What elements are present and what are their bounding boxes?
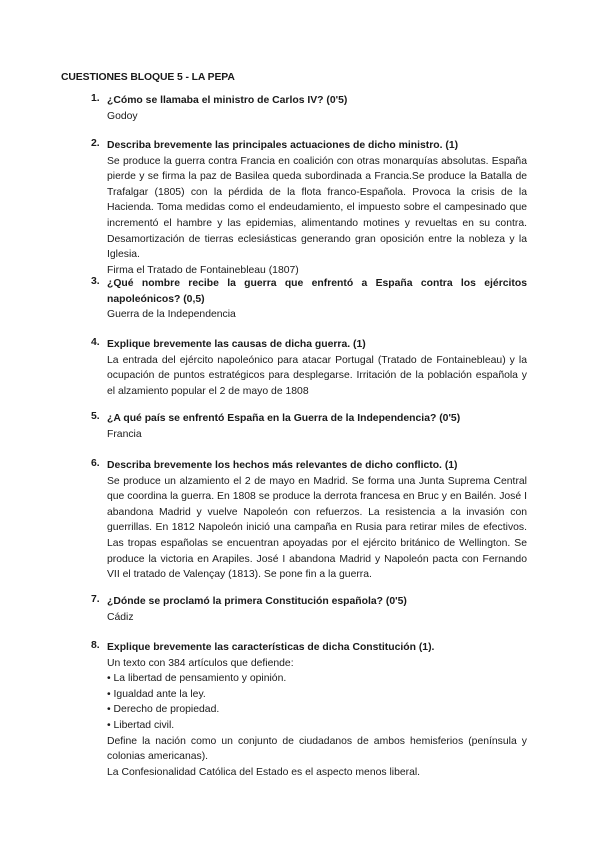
question-text: ¿Cómo se llamaba el ministro de Carlos IV? (0'5): [107, 95, 348, 106]
answer-paragraph: La Confesionalidad Católica del Estado es el aspecto menos liberal.: [107, 766, 421, 778]
answer-paragraph: Se produce la guerra contra Francia en coalición con otras monarquías absolutas. España pierde y se firma la paz de Basilea queda subordinada a Francia.Se produce la Batalla de Trafalgar (1805) con la pérdida de la flota franco-Española. Provoca la crisis de la Hacienda. Toma medidas como el endeudamiento, el impuesto sobre el campesinado que incrementó el hambre y las epidemias, alimentando motines y revueltas en su contra. Desamortización de tierras eclesiásticas generando gran oposición entre la nobleza y la Iglesia.: [107, 155, 527, 261]
answer-text: [107, 109, 527, 125]
answer-paragraph: Se produce un alzamiento el 2 de mayo en Madrid. Se forma una Junta Suprema Central que coordina la guerra. En 1808 se produce la derrota francesa en Bruc y en Bailén. José I abandona Madrid y vuelve Napoleón con refuerzos. La resistencia a la invasión con guerrillas. En 1812 Napoleón inició una campaña en Rusia para retirar miles de efectivos. Las tropas españolas se encuentran apoyadas por el ejército británico de Wellington. Se produce la victoria en Arapiles. José I abandona Madrid y Napoleón pacta con Fernando VII el tratado de Valençay (1813). Se pone fin a la guerra.: [107, 475, 527, 581]
page-title: CUESTIONES BLOQUE 5 - LA PEPA: [61, 72, 235, 83]
answer-paragraph: Cádiz: [107, 611, 134, 623]
question-block: [91, 640, 527, 780]
answer-text: [107, 353, 527, 400]
question-number: 4.: [91, 337, 100, 348]
list-item: • Igualdad ante la ley.: [107, 687, 527, 703]
answer-paragraph: Godoy: [107, 110, 138, 122]
question-text: Describa brevemente los hechos más relevantes de dicho conflicto. (1): [107, 460, 458, 471]
question-text: Describa brevemente las principales actuaciones de dicho ministro. (1): [107, 140, 459, 151]
question-text: Explique brevemente las características de dicha Constitución (1).: [107, 642, 435, 653]
answer-intro: Un texto con 384 artículos que defiende:: [107, 657, 294, 669]
question-block: [91, 411, 527, 442]
question-text: ¿A qué país se enfrentó España en la Guerra de la Independencia? (0'5): [107, 413, 461, 424]
question-block: [91, 276, 527, 323]
answer-text: [107, 656, 527, 781]
question-text: ¿Qué nombre recibe la guerra que enfrentó a España contra los ejércitos napoleónicos? (0,5): [107, 278, 527, 305]
question-number: 8.: [91, 640, 100, 651]
question-number: 2.: [91, 138, 100, 149]
answer-text: [107, 427, 527, 443]
answer-text: [107, 474, 527, 583]
question-block: [91, 337, 527, 399]
question-text: ¿Dónde se proclamó la primera Constitución española? (0'5): [107, 596, 407, 607]
question-text: Explique brevemente las causas de dicha guerra. (1): [107, 339, 366, 350]
answer-paragraph: Firma el Tratado de Fontainebleau (1807): [107, 264, 299, 276]
question-number: 7.: [91, 594, 100, 605]
question-block: [91, 93, 527, 124]
question-block: [91, 458, 527, 583]
question-number: 1.: [91, 93, 100, 104]
answer-text: [107, 307, 527, 323]
question-number: 3.: [91, 276, 100, 287]
answer-text: [107, 610, 527, 626]
list-item: • La libertad de pensamiento y opinión.: [107, 671, 527, 687]
bullet-list: [107, 671, 527, 733]
question-number: 6.: [91, 458, 100, 469]
answer-paragraph: La entrada del ejército napoleónico para atacar Portugal (Tratado de Fontainebleau) y la ocupación de puntos estratégicos para desplegarse. Irritación de la población española y el alzamiento popular el 2 de mayo de 1808: [107, 354, 527, 397]
list-item: • Libertad civil.: [107, 718, 527, 734]
question-block: [91, 138, 527, 278]
answer-text: [107, 154, 527, 279]
answer-paragraph: Guerra de la Independencia: [107, 309, 236, 321]
list-item: • Derecho de propiedad.: [107, 702, 527, 718]
question-number: 5.: [91, 411, 100, 422]
answer-paragraph: Francia: [107, 428, 142, 440]
answer-paragraph: Define la nación como un conjunto de ciudadanos de ambos hemisferios (península y colonias americanas).: [107, 735, 527, 763]
question-block: [91, 594, 527, 625]
